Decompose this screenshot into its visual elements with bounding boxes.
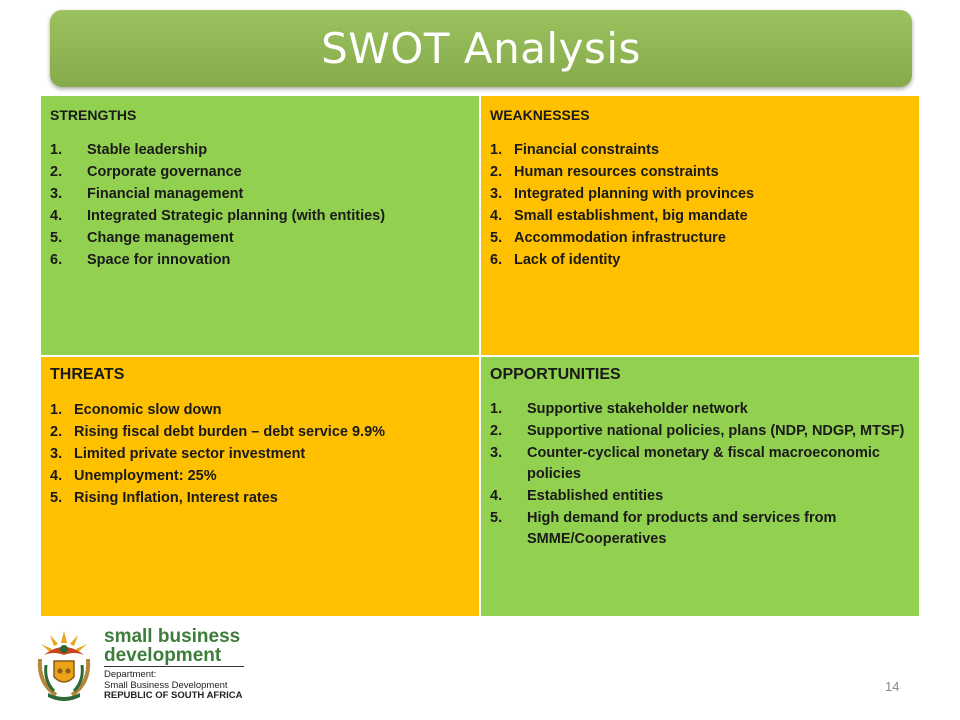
- list-item: [50, 487, 469, 509]
- brand-line-2: development: [104, 645, 222, 666]
- brand-divider: [104, 666, 244, 667]
- list-item-text: Integrated planning with provinces: [514, 186, 755, 202]
- list-item: [50, 465, 469, 487]
- list-item-text: Financial constraints: [514, 142, 660, 158]
- list-item-text: Established entities: [527, 488, 664, 504]
- list-item-number: 2.: [490, 164, 503, 180]
- list-item-text: Lack of identity: [514, 252, 621, 268]
- list-item-text: Financial management: [87, 186, 244, 202]
- list-item-text: Accommodation infrastructure: [514, 230, 726, 246]
- brand-line-1: small business: [104, 626, 241, 647]
- list-item-number: 6.: [490, 252, 503, 268]
- weaknesses-list: [490, 139, 909, 271]
- list-item-text: Change management: [87, 230, 234, 246]
- list-item-text: Small establishment, big mandate: [514, 208, 748, 224]
- list-item-number: 6.: [50, 252, 63, 268]
- list-item-text: Integrated Strategic planning (with entities): [87, 208, 386, 224]
- weaknesses-heading: WEAKNESSES: [490, 107, 590, 123]
- list-item: [490, 227, 909, 249]
- list-item-number: 3.: [490, 186, 503, 202]
- list-item-text: Corporate governance: [87, 164, 242, 180]
- list-item: [50, 421, 469, 443]
- list-item: [50, 399, 469, 421]
- list-item-text: Limited private sector investment: [74, 446, 306, 462]
- list-item-number: 5.: [50, 490, 63, 506]
- strengths-list: [50, 139, 469, 271]
- threats-list: [50, 399, 469, 509]
- list-item-number: 3.: [490, 445, 503, 461]
- list-item-text: Human resources constraints: [514, 164, 719, 180]
- opportunities-quadrant: [480, 356, 920, 617]
- dept-line-2: Small Business Development: [104, 679, 228, 691]
- list-item-text: Supportive stakeholder network: [527, 401, 748, 417]
- list-item: [50, 443, 469, 465]
- coat-of-arms-icon: [30, 625, 98, 703]
- list-item: [50, 227, 469, 249]
- slide-title: SWOT Analysis: [321, 24, 641, 73]
- list-item: [490, 486, 909, 507]
- list-item-number: 4.: [50, 208, 63, 224]
- list-item: [50, 205, 469, 227]
- list-item-number: 1.: [490, 142, 503, 158]
- strengths-quadrant: [40, 95, 480, 356]
- list-item-number: 5.: [50, 230, 63, 246]
- list-item-number: 2.: [50, 424, 63, 440]
- weaknesses-quadrant: [480, 95, 920, 356]
- list-item-number: 2.: [490, 423, 503, 439]
- swot-grid: [40, 95, 920, 617]
- list-item-number: 4.: [490, 208, 503, 224]
- threats-heading: THREATS: [50, 366, 125, 383]
- list-item-number: 1.: [50, 142, 63, 158]
- opportunities-list: [490, 399, 909, 550]
- list-item: [50, 139, 469, 161]
- list-item-text: Space for innovation: [87, 252, 231, 268]
- list-item-text: Counter-cyclical monetary & fiscal macroeconomic policies: [527, 445, 880, 482]
- list-item-text: Supportive national policies, plans (NDP, NDGP, MTSF): [527, 423, 905, 439]
- list-item-text: High demand for products and services from SMME/Cooperatives: [527, 510, 837, 547]
- department-logo: [30, 625, 260, 703]
- list-item: [490, 183, 909, 205]
- page-number: 14: [885, 679, 900, 694]
- list-item-number: 3.: [50, 446, 63, 462]
- list-item: [490, 139, 909, 161]
- list-item: [490, 399, 909, 420]
- list-item: [490, 205, 909, 227]
- list-item: [490, 421, 909, 442]
- list-item: [50, 249, 469, 271]
- list-item-number: 1.: [490, 401, 503, 417]
- dept-line-1: Department:: [104, 669, 157, 680]
- list-item-text: Rising fiscal debt burden – debt service 9.9%: [74, 424, 386, 440]
- list-item-text: Rising Inflation, Interest rates: [74, 490, 278, 506]
- list-item-number: 3.: [50, 186, 63, 202]
- list-item-number: 4.: [50, 468, 63, 484]
- list-item: [490, 443, 909, 485]
- list-item-text: Economic slow down: [74, 402, 222, 418]
- department-text: [104, 670, 242, 702]
- list-item: [50, 183, 469, 205]
- list-item-text: Unemployment: 25%: [74, 468, 217, 484]
- list-item-number: 5.: [490, 510, 503, 526]
- list-item-number: 1.: [50, 402, 63, 418]
- list-item-number: 5.: [490, 230, 503, 246]
- dept-line-3: REPUBLIC OF SOUTH AFRICA: [104, 690, 243, 701]
- list-item-number: 2.: [50, 164, 63, 180]
- brand-name: [104, 627, 240, 665]
- strengths-heading: STRENGTHS: [50, 107, 137, 123]
- title-bar: [50, 10, 912, 87]
- list-item: [490, 249, 909, 271]
- list-item-number: 4.: [490, 488, 503, 504]
- list-item: [490, 508, 909, 550]
- list-item: [490, 161, 909, 183]
- list-item-text: Stable leadership: [87, 142, 208, 158]
- threats-quadrant: [40, 356, 480, 617]
- opportunities-heading: OPPORTUNITIES: [490, 366, 621, 383]
- list-item: [50, 161, 469, 183]
